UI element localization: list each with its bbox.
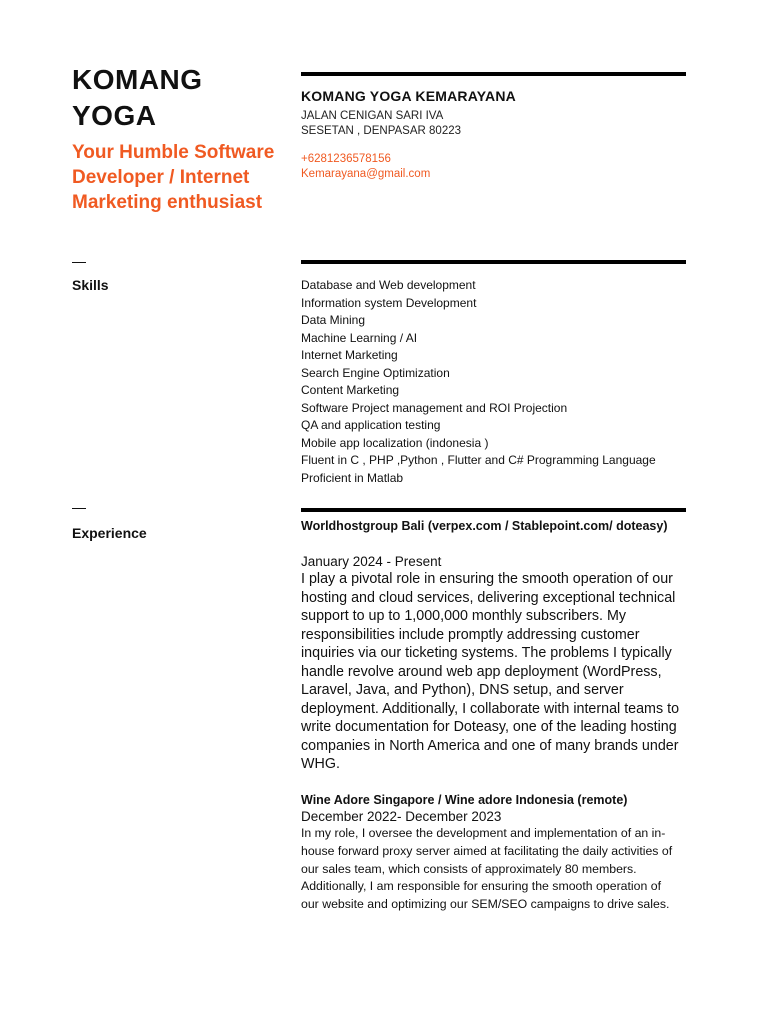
name-first: KOMANG [72,64,203,95]
skill-item: Machine Learning / AI [301,330,418,345]
skill-item: Proficient in Matlab [301,470,404,485]
job-title: Worldhostgroup Bali (verpex.com / Stablepoint.com/ doteasy) [301,519,668,533]
address-line-1: JALAN CENIGAN SARI IVA [301,110,444,122]
tagline: Your Humble Software Developer / Internet Marketing enthusiast [72,142,275,213]
contact-full-name: KOMANG YOGA KEMARAYANA [301,88,516,104]
experience-rule [301,508,686,512]
header-rule [301,72,686,76]
address-line-2: SESETAN , DENPASAR 80223 [301,125,462,137]
skills-heading: Skills [72,277,109,293]
experience-heading: Experience [72,525,147,541]
name-last: YOGA [72,100,157,131]
experience-divider-dash [72,508,86,509]
job-title: Wine Adore Singapore / Wine adore Indonesia (remote) [301,793,628,807]
job-description: I play a pivotal role in ensuring the smooth operation of our hosting and cloud services, delivering exceptional technical support to up to 1,000,000 monthly subscribers. My responsibilities include promptly addressing customer inquiries via our ticketing systems. The problems I typically handle revolve around web app deployment (WordPress, Laravel, Java, and Python), DNS setup, and server deployment. Additionally, I collaborate with internal teams to write documentation for Doteasy, one of the leading hosting companies in North America and one of many brands under WHG. [301,571,680,772]
skill-item: Information system Development [301,295,477,310]
skill-item: Internet Marketing [301,348,398,362]
skills-list [301,277,686,487]
resume-name [72,62,292,134]
skill-item: Software Project management and ROI Projection [301,400,568,415]
skill-item: Fluent in C , PHP ,Python , Flutter and C# Programming Language [301,453,656,467]
skill-item: Mobile app localization (indonesia ) [301,435,489,450]
skill-item: Content Marketing [301,383,400,397]
phone-number[interactable]: +6281236578156 [301,153,391,165]
job-dates: December 2022- December 2023 [301,809,502,824]
job-description: In my role, I oversee the development and implementation of an in-house forward proxy server aimed at facilitating the daily activities of our sales team, which consists of approximately 80 members. Additionally, I am responsible for ensuring the smooth operation of our website and optimizing our SEM/SEO campaigns to drive sales. [301,826,673,912]
email-link[interactable]: Kemarayana@gmail.com [301,168,431,180]
skills-rule [301,260,686,264]
job-dates: January 2024 - Present [301,554,442,569]
skill-item: QA and application testing [301,418,441,432]
skills-divider-dash [72,262,86,263]
skill-item: Database and Web development [301,278,476,292]
skill-item: Data Mining [301,313,366,327]
skill-item: Search Engine Optimization [301,365,450,380]
